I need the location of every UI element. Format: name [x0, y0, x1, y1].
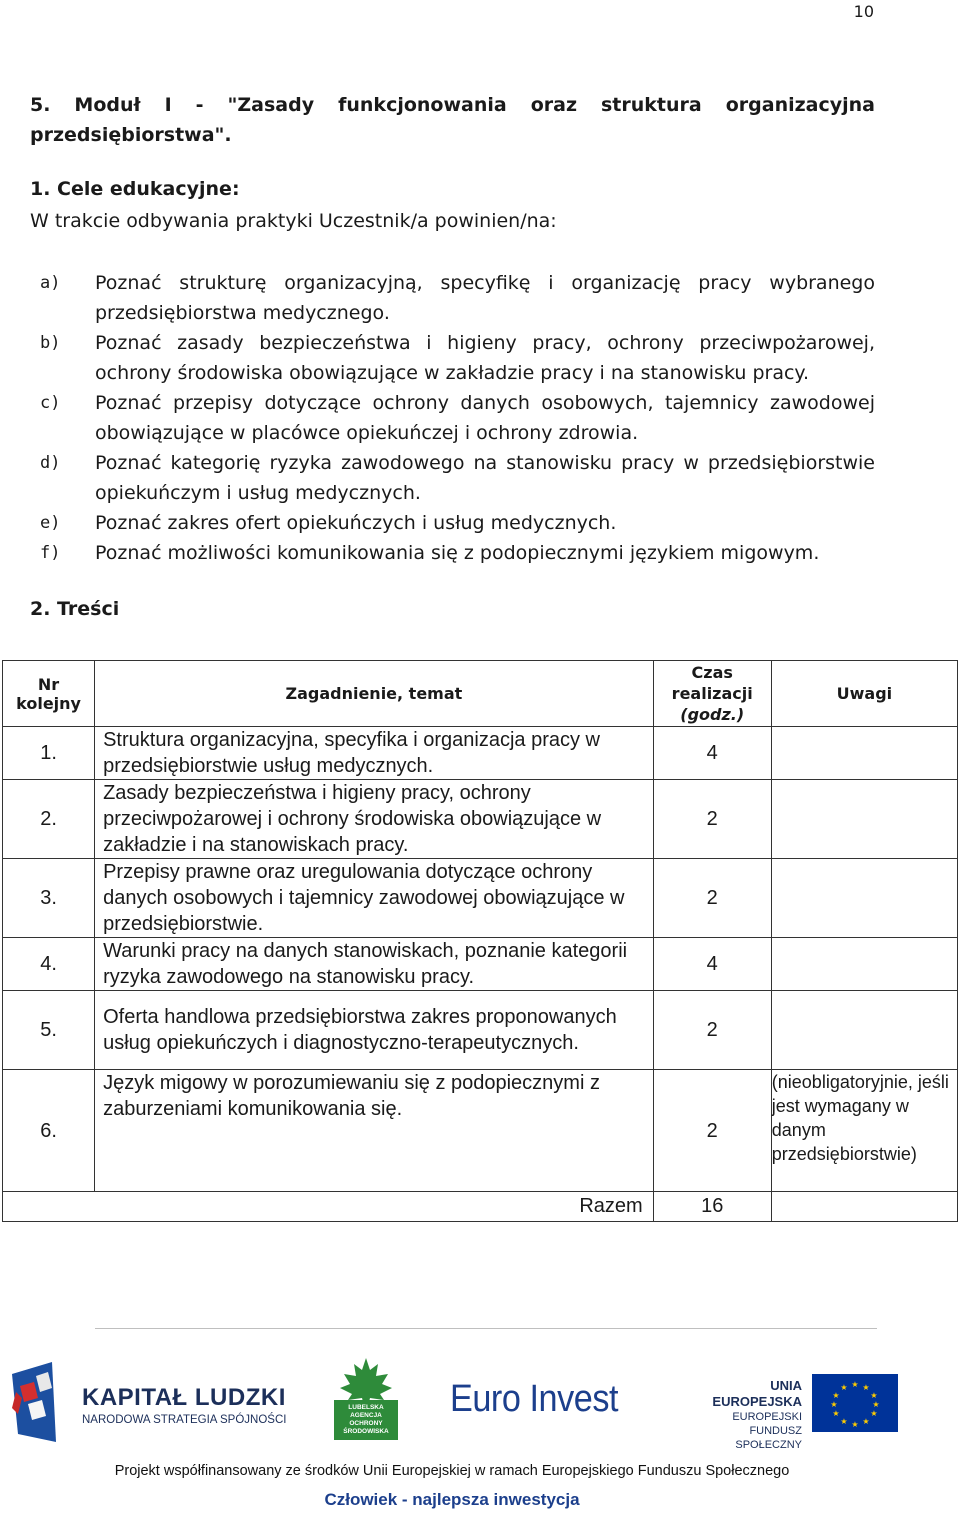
header-topic: Zagadnienie, temat: [95, 661, 654, 727]
goal-item: [30, 328, 875, 388]
goal-item: [30, 448, 875, 508]
goal-item: [30, 268, 875, 328]
goal-text: Poznać przepisy dotyczące ochrony danych osobowych, tajemnicy zawodowej obowiązujące w placówce opiekuńczej i ochrony zdrowia.: [95, 392, 875, 444]
header-time-label: Czas realizacji: [671, 663, 753, 703]
row-nr: 2.: [3, 780, 95, 859]
header-time-unit: (godz.): [680, 705, 745, 724]
goal-letter: b): [40, 333, 61, 353]
svg-text:★: ★: [872, 1400, 880, 1409]
goal-text: Poznać kategorię ryzyka zawodowego na stanowisku pracy w przedsiębiorstwie opiekuńczym i usług medycznych.: [95, 452, 875, 504]
goal-item: [30, 538, 875, 568]
goals-intro: W trakcie odbywania praktyki Uczestnik/a powinien/na:: [30, 210, 557, 232]
row-topic: Zasady bezpieczeństwa i higieny pracy, ochrony przeciwpożarowej i ochrony środowiska obowiązujące w zakładzie i na stanowiskach pracy.: [95, 780, 654, 859]
svg-text:★: ★: [862, 1383, 870, 1392]
footer-divider: [95, 1328, 877, 1329]
goal-item: [30, 388, 875, 448]
svg-text:★: ★: [851, 1420, 859, 1429]
svg-text:★: ★: [830, 1400, 838, 1409]
table-row: [3, 938, 958, 991]
kapital-ludzki-logo: [8, 1354, 288, 1444]
svg-text:★: ★: [840, 1417, 848, 1426]
goal-letter: a): [40, 273, 61, 293]
row-topic: Przepisy prawne oraz uregulowania dotyczące ochrony danych osobowych i tajemnicy zawodowej obowiązujące w przedsiębiorstwie.: [95, 859, 654, 938]
header-notes: Uwagi: [771, 661, 957, 727]
goal-letter: c): [40, 393, 61, 413]
row-time: 2: [653, 991, 771, 1070]
svg-text:★: ★: [840, 1383, 848, 1392]
contents-table: [2, 660, 958, 1222]
total-notes: [771, 1192, 957, 1222]
section-heading-contents: 2. Treści: [30, 598, 120, 620]
header-time: [653, 661, 771, 727]
total-label: Razem: [95, 1192, 654, 1222]
row-notes: (nieobligatoryjnie, jeśli jest wymagany w danym przedsiębiorstwie): [771, 1070, 957, 1192]
page-number: 10: [853, 2, 874, 21]
goal-text: Poznać zasady bezpieczeństwa i higieny pracy, ochrony przeciwpożarowej, ochrony środowiska obowiązujące w zakładzie pracy i na stanowisku pracy.: [95, 332, 875, 384]
header-nr: Nr kolejny: [3, 661, 95, 727]
row-notes: [771, 727, 957, 780]
table-header-row: [3, 661, 958, 727]
row-time: 2: [653, 1070, 771, 1192]
goal-letter: d): [40, 453, 61, 473]
eu-flag-icon: [812, 1374, 898, 1432]
svg-text:★: ★: [851, 1380, 859, 1389]
svg-text:★: ★: [832, 1409, 840, 1418]
row-time: 2: [653, 780, 771, 859]
goal-text: Poznać możliwości komunikowania się z podopiecznymi językiem migowym.: [95, 542, 820, 564]
goal-item: [30, 508, 875, 538]
goal-letter: f): [40, 543, 61, 563]
footer-logos: [0, 1350, 960, 1450]
row-notes: [771, 780, 957, 859]
agency-line: AGENCJA: [350, 1412, 382, 1419]
row-nr: 5.: [3, 991, 95, 1070]
kapital-ludzki-name: KAPITAŁ LUDZKI: [82, 1384, 286, 1411]
table-row: [3, 727, 958, 780]
total-value: 16: [653, 1192, 771, 1222]
agency-logo: [332, 1354, 400, 1440]
svg-text:★: ★: [832, 1391, 840, 1400]
agency-name: [332, 1404, 400, 1436]
table-total-row: [3, 1192, 958, 1222]
svg-text:★: ★: [870, 1409, 878, 1418]
eu-line: UNIA EUROPEJSKA: [712, 1378, 802, 1409]
row-notes: [771, 991, 957, 1070]
row-nr: 3.: [3, 859, 95, 938]
agency-line: LUBELSKA: [348, 1404, 384, 1411]
section-heading-goals: 1. Cele edukacyjne:: [30, 178, 240, 200]
agency-line: OCHRONY: [349, 1420, 383, 1427]
eu-logo: [680, 1374, 900, 1451]
footer-project-text: Projekt współfinansowany ze środków Unii Europejskiej w ramach Europejskiego Funduszu Społecznego: [114, 1463, 790, 1479]
eu-text: [680, 1378, 802, 1452]
goal-letter: e): [40, 513, 61, 533]
euro-invest-logo: Euro Invest: [450, 1378, 619, 1420]
row-topic: Struktura organizacyjna, specyfika i organizacja pracy w przedsiębiorstwie usług medycznych.: [95, 727, 654, 780]
total-spacer: [3, 1192, 95, 1222]
svg-text:★: ★: [870, 1391, 878, 1400]
row-topic: Język migowy w porozumiewaniu się z podopiecznymi z zaburzeniami komunikowania się.: [95, 1070, 654, 1192]
table-row: [3, 991, 958, 1070]
row-topic: Oferta handlowa przedsiębiorstwa zakres proponowanych usług opiekuńczych i diagnostyczno-terapeutycznych.: [95, 991, 654, 1070]
kapital-ludzki-emblem-icon: [8, 1354, 78, 1444]
footer-slogan: Człowiek - najlepsza inwestycja: [324, 1490, 580, 1509]
table-row: [3, 859, 958, 938]
row-notes: [771, 938, 957, 991]
eu-line: FUNDUSZ SPOŁECZNY: [735, 1425, 802, 1451]
row-nr: 4.: [3, 938, 95, 991]
row-topic: Warunki pracy na danych stanowiskach, poznanie kategorii ryzyka zawodowego na stanowisku pracy.: [95, 938, 654, 991]
svg-text:★: ★: [862, 1417, 870, 1426]
goal-text: Poznać strukturę organizacyjną, specyfikę i organizację pracy wybranego przedsiębiorstwa medycznego.: [95, 272, 875, 324]
module-title: 5. Moduł I - "Zasady funkcjonowania oraz struktura organizacyjna przedsiębiorstwa".: [30, 94, 875, 146]
goal-text: Poznać zakres ofert opiekuńczych i usług medycznych.: [95, 512, 617, 534]
row-notes: [771, 859, 957, 938]
row-nr: 1.: [3, 727, 95, 780]
row-time: 2: [653, 859, 771, 938]
row-nr: 6.: [3, 1070, 95, 1192]
agency-line: ŚRODOWISKA: [343, 1428, 389, 1435]
kapital-ludzki-subtitle: NARODOWA STRATEGIA SPÓJNOŚCI: [82, 1414, 287, 1426]
table-row: [3, 780, 958, 859]
eu-line: EUROPEJSKI: [732, 1411, 802, 1423]
table-row: [3, 1070, 958, 1192]
row-time: 4: [653, 727, 771, 780]
goals-list: [30, 268, 875, 568]
row-time: 4: [653, 938, 771, 991]
